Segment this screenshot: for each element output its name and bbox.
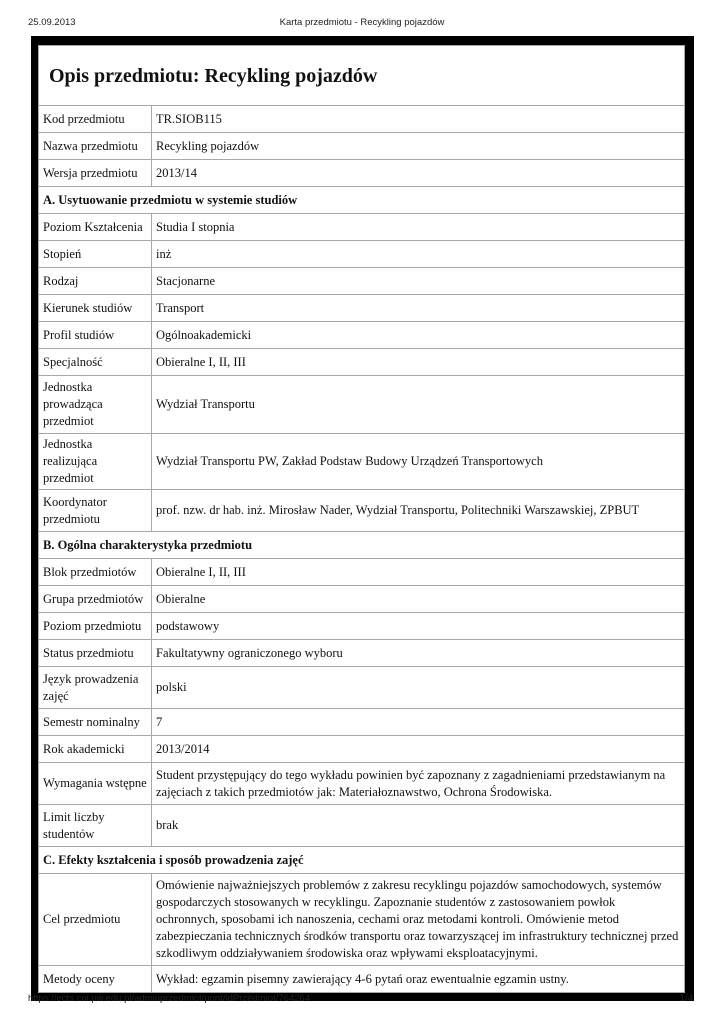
row-key: Specjalność <box>39 349 152 376</box>
row-value: Transport <box>152 295 685 322</box>
table-row <box>39 490 685 532</box>
table-row <box>39 559 685 586</box>
table-row <box>39 709 685 736</box>
print-title: Karta przedmiotu - Recykling pojazdów <box>279 17 445 28</box>
table-row <box>39 966 685 993</box>
row-key: Semestr nominalny <box>39 709 152 736</box>
row-value: Obieralne I, II, III <box>152 559 685 586</box>
row-key: Blok przedmiotów <box>39 559 152 586</box>
row-key: Metody oceny <box>39 966 152 993</box>
row-key: Limit liczby studentów <box>39 805 152 847</box>
row-key: Status przedmiotu <box>39 640 152 667</box>
row-key: Poziom Kształcenia <box>39 214 152 241</box>
table-row <box>39 736 685 763</box>
table-row <box>39 295 685 322</box>
table-row <box>39 241 685 268</box>
row-key: Rok akademicki <box>39 736 152 763</box>
table-row <box>39 667 685 709</box>
row-value: 2013/14 <box>152 160 685 187</box>
table-row <box>39 349 685 376</box>
row-value: podstawowy <box>152 613 685 640</box>
table-row <box>39 586 685 613</box>
row-value: inż <box>152 241 685 268</box>
row-value: prof. nzw. dr hab. inż. Mirosław Nader, Wydział Transportu, Politechniki Warszawskiej, ZPBUT <box>152 490 685 532</box>
section-heading <box>39 847 685 874</box>
table-row <box>39 133 685 160</box>
row-key: Koordynator przedmiotu <box>39 490 152 532</box>
row-value: Wykład: egzamin pisemny zawierający 4-6 pytań oraz ewentualnie egzamin ustny. <box>152 966 685 993</box>
table-row <box>39 160 685 187</box>
row-key: Wymagania wstępne <box>39 763 152 805</box>
page-number: 1/4 <box>679 993 693 1004</box>
row-value: Recykling pojazdów <box>152 133 685 160</box>
row-value: polski <box>152 667 685 709</box>
row-value: Studia I stopnia <box>152 214 685 241</box>
section-b-title: B. Ogólna charakterystyka przedmiotu <box>39 532 685 559</box>
row-value: Wydział Transportu PW, Zakład Podstaw Budowy Urządzeń Transportowych <box>152 434 685 490</box>
table-row <box>39 322 685 349</box>
row-value: Obieralne I, II, III <box>152 349 685 376</box>
row-key: Poziom przedmiotu <box>39 613 152 640</box>
row-value: brak <box>152 805 685 847</box>
row-key: Profil studiów <box>39 322 152 349</box>
row-key: Rodzaj <box>39 268 152 295</box>
print-header <box>0 17 724 31</box>
course-card <box>38 45 685 993</box>
title-box <box>38 45 685 106</box>
row-value: Wydział Transportu <box>152 376 685 434</box>
row-value: 2013/2014 <box>152 736 685 763</box>
table-row <box>39 640 685 667</box>
table-row <box>39 106 685 133</box>
row-key: Kierunek studiów <box>39 295 152 322</box>
row-value: Obieralne <box>152 586 685 613</box>
page-title: Opis przedmiotu: Recykling pojazdów <box>49 65 378 87</box>
row-value: Fakultatywny ograniczonego wyboru <box>152 640 685 667</box>
print-footer <box>0 993 724 1007</box>
table-row <box>39 268 685 295</box>
row-value: Stacjonarne <box>152 268 685 295</box>
table-row <box>39 613 685 640</box>
row-key: Wersja przedmiotu <box>39 160 152 187</box>
table-row <box>39 874 685 966</box>
row-key: Stopień <box>39 241 152 268</box>
row-key: Jednostka prowadząca przedmiot <box>39 376 152 434</box>
row-key: Jednostka realizująca przedmiot <box>39 434 152 490</box>
table-row <box>39 376 685 434</box>
print-url: https://ects.coi.pw.edu.pl/adminprzedmiot/print/idPrzedmiot/764264 <box>28 993 310 1004</box>
row-value: TR.SIOB115 <box>152 106 685 133</box>
row-key: Nazwa przedmiotu <box>39 133 152 160</box>
course-table <box>38 105 685 993</box>
row-key: Grupa przedmiotów <box>39 586 152 613</box>
table-row <box>39 805 685 847</box>
section-a-title: A. Usytuowanie przedmiotu w systemie studiów <box>39 187 685 214</box>
table-row <box>39 214 685 241</box>
row-value: Student przystępujący do tego wykładu powinien być zapoznany z zagadnieniami przedstawianym na zajęciach z takich przedmiotów jak: Materiałoznawstwo, Ochrona Środowiska. <box>152 763 685 805</box>
section-c-title: C. Efekty kształcenia i sposób prowadzenia zajęć <box>39 847 685 874</box>
row-value: Omówienie najważniejszych problemów z zakresu recyklingu pojazdów samochodowych, systemów gospodarczych stosowanych w recyklingu. Zapoznanie studentów z zastosowaniem powłok ochronnych, sposobami ich nanoszenia, cechami oraz metodami kontroli. Omówienie metod zabezpieczania technicznych środków transportu oraz towarzyszącej im infrastruktury technicznej przed szkodliwym oddziaływaniem środowiska oraz wpływami eksploatacyjnymi. <box>152 874 685 966</box>
row-value: Ogólnoakademicki <box>152 322 685 349</box>
table-row <box>39 763 685 805</box>
section-heading <box>39 532 685 559</box>
section-heading <box>39 187 685 214</box>
row-key: Język prowadzenia zajęć <box>39 667 152 709</box>
row-key: Kod przedmiotu <box>39 106 152 133</box>
print-date: 25.09.2013 <box>28 17 76 28</box>
row-key: Cel przedmiotu <box>39 874 152 966</box>
row-value: 7 <box>152 709 685 736</box>
table-row <box>39 434 685 490</box>
